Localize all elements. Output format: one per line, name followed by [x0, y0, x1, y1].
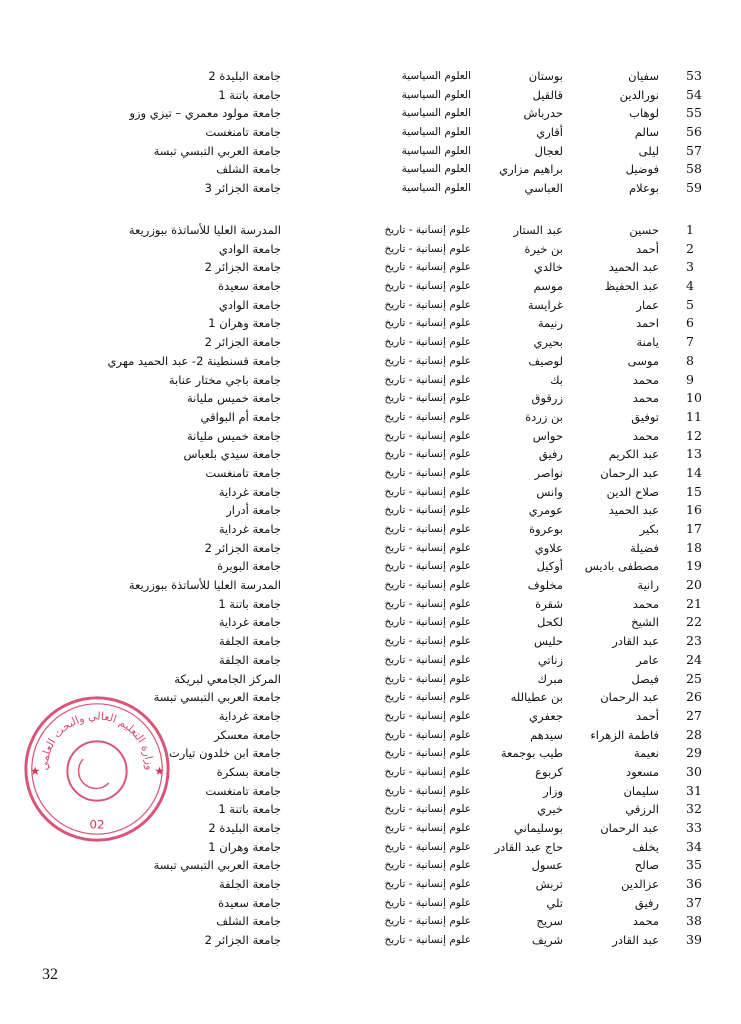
row-number: 57	[686, 142, 702, 158]
university-name: جامعة العربي التبسي تبسة	[153, 690, 281, 705]
university-name: جامعة الجزائر 3	[204, 181, 281, 196]
last-name: كربوع	[535, 764, 563, 779]
table-row	[0, 67, 741, 86]
last-name: غرايسة	[527, 297, 563, 312]
field-of-study: علوم إنسانية - تاريخ	[384, 878, 471, 891]
last-name: سيدهم	[530, 727, 563, 742]
table-row	[0, 557, 741, 576]
last-name: لعجال	[534, 143, 563, 158]
first-name: عبد القادر	[612, 933, 659, 948]
university-name: المدرسة العليا للأساتذة ببوزريعة	[128, 578, 281, 593]
first-name: موسى	[627, 353, 659, 368]
row-number: 15	[686, 483, 702, 499]
last-name: زناتي	[537, 652, 563, 667]
last-name: أقاري	[536, 125, 563, 140]
field-of-study: علوم إنسانية - تاريخ	[384, 859, 471, 872]
first-name: محمد	[632, 391, 659, 406]
row-number: 39	[686, 932, 702, 948]
university-name: جامعة بسكرة	[216, 764, 281, 779]
first-name: محمد	[632, 372, 659, 387]
table-row	[0, 875, 741, 894]
university-name: جامعة الجلفة	[218, 634, 281, 649]
table-row	[0, 539, 741, 558]
field-of-study: علوم إنسانية - تاريخ	[384, 336, 471, 349]
first-name: يخلف	[632, 839, 659, 854]
first-name: فوضيل	[625, 162, 659, 177]
table-row	[0, 651, 741, 670]
university-name: جامعة البويرة	[217, 559, 281, 574]
university-name: جامعة سيدي بلعباس	[183, 447, 281, 462]
table-row	[0, 501, 741, 520]
stamp-star-left: ★	[29, 763, 41, 778]
first-name: أحمد	[636, 241, 659, 256]
university-name: جامعة باجي مختار عنابة	[168, 372, 281, 387]
row-number: 34	[686, 838, 702, 854]
last-name: عسول	[531, 858, 563, 873]
university-name: جامعة الشلف	[216, 162, 281, 177]
last-name: بن زردة	[525, 409, 563, 424]
first-name: احمد	[636, 316, 659, 331]
row-number: 2	[686, 240, 694, 256]
field-of-study: علوم إنسانية - تاريخ	[384, 803, 471, 816]
university-name: جامعة غرداية	[218, 708, 281, 723]
row-number: 27	[686, 707, 702, 723]
last-name: حليس	[533, 634, 563, 649]
last-name: بوسليماني	[514, 821, 563, 835]
first-name: عمار	[636, 297, 659, 312]
university-name: جامعة وهران 1	[208, 316, 281, 331]
university-name: جامعة غرداية	[218, 484, 281, 499]
table-row	[0, 464, 741, 483]
row-number: 32	[686, 801, 702, 817]
first-name: فاطمة الزهراء	[590, 727, 659, 742]
table-row	[0, 179, 741, 198]
stamp-star-right: ★	[154, 763, 165, 778]
row-number: 28	[686, 726, 702, 742]
first-name: توفيق	[631, 409, 659, 424]
table-row	[0, 408, 741, 427]
table-row	[0, 104, 741, 123]
table-row	[0, 333, 741, 352]
first-name: فيصل	[631, 671, 659, 686]
university-name: جامعة غرداية	[218, 522, 281, 536]
table-row	[0, 520, 741, 539]
last-name: جعفري	[529, 708, 563, 723]
row-number: 56	[686, 124, 702, 140]
political-science-table	[0, 67, 741, 198]
university-name: جامعة سعيدة	[218, 279, 281, 294]
first-name: عبد الرحمان	[600, 821, 659, 835]
table-row	[0, 445, 741, 464]
first-name: سفيان	[628, 69, 659, 83]
first-name: بكير	[639, 522, 659, 536]
first-name: عبد الحميد	[608, 503, 659, 518]
university-name: جامعة وهران 1	[208, 839, 281, 854]
field-of-study: علوم إنسانية - تاريخ	[384, 934, 471, 947]
field-of-study: علوم إنسانية - تاريخ	[384, 224, 471, 236]
first-name: عبد الحميد	[608, 260, 659, 275]
first-name: عبد الكريم	[608, 447, 659, 462]
first-name: عبد الرحمان	[600, 690, 659, 705]
table-row	[0, 258, 741, 277]
field-of-study: علوم إنسانية - تاريخ	[384, 784, 471, 797]
row-number: 30	[686, 763, 702, 779]
last-name: بن عطيالله	[510, 690, 563, 705]
field-of-study: علوم إنسانية - تاريخ	[384, 896, 471, 909]
last-name: نواصر	[534, 465, 563, 480]
last-name: حواس	[532, 428, 563, 443]
table-row	[0, 371, 741, 390]
university-name: جامعة الجزائر 2	[204, 540, 281, 555]
table-row	[0, 595, 741, 614]
last-name: بوعروة	[529, 522, 563, 536]
field-of-study: علوم إنسانية - تاريخ	[384, 597, 471, 610]
field-of-study: علوم إنسانية - تاريخ	[384, 392, 471, 405]
table-row	[0, 277, 741, 296]
university-name: جامعة الجزائر 2	[204, 933, 281, 948]
university-name: جامعة مولود معمري – تيزي وزو	[129, 106, 281, 121]
table-row	[0, 389, 741, 408]
first-name: نعيمة	[633, 746, 659, 761]
first-name: محمد	[632, 428, 659, 443]
stamp-number: 02	[89, 817, 105, 832]
university-name: جامعة أدرار	[226, 503, 281, 518]
first-name: أحمد	[636, 708, 659, 723]
first-name: محمد	[632, 596, 659, 611]
last-name: رنيمة	[537, 316, 563, 331]
row-number: 5	[686, 296, 694, 312]
row-number: 26	[686, 689, 702, 705]
field-of-study: العلوم السياسية	[401, 88, 471, 101]
last-name: تلي	[546, 895, 563, 910]
field-of-study: علوم إنسانية - تاريخ	[384, 523, 471, 535]
first-name: الرزقي	[625, 802, 659, 817]
last-name: بن خيرة	[524, 241, 563, 256]
row-number: 4	[686, 278, 694, 294]
last-name: براهيم مزاري	[499, 162, 563, 177]
field-of-study: علوم إنسانية - تاريخ	[384, 504, 471, 517]
row-number: 31	[686, 782, 702, 798]
last-name: سريج	[536, 914, 563, 929]
row-number: 14	[686, 464, 702, 480]
first-name: محمد	[632, 914, 659, 929]
field-of-study: علوم إنسانية - تاريخ	[384, 915, 471, 928]
field-of-study: علوم إنسانية - تاريخ	[384, 373, 471, 386]
row-number: 7	[686, 334, 694, 350]
university-name: جامعة العربي التبسي تبسة	[153, 858, 281, 873]
row-number: 8	[686, 352, 694, 368]
row-number: 23	[686, 633, 702, 649]
row-number: 17	[686, 521, 702, 536]
university-name: جامعة الوادي	[218, 241, 281, 256]
university-name: جامعة الجزائر 2	[204, 260, 281, 275]
field-of-study: علوم إنسانية - تاريخ	[384, 242, 471, 255]
last-name: بك	[550, 372, 563, 387]
first-name: مسعود	[625, 764, 659, 779]
university-name: جامعة تامنغست	[205, 783, 281, 798]
row-number: 10	[686, 390, 702, 406]
table-row	[0, 427, 741, 446]
first-name: بوعلام	[629, 181, 659, 196]
row-number: 22	[686, 614, 702, 630]
university-name: المدرسة العليا للأساتذة ببوزريعة	[128, 223, 281, 237]
table-row	[0, 931, 741, 950]
row-number: 12	[686, 427, 702, 443]
table-row	[0, 221, 741, 240]
field-of-study: العلوم السياسية	[401, 182, 471, 195]
last-name: أوكيل	[536, 559, 563, 574]
field-of-study: علوم إنسانية - تاريخ	[384, 579, 471, 592]
row-number: 3	[686, 259, 694, 275]
university-name: جامعة خميس مليانة	[187, 391, 281, 406]
row-number: 1	[686, 222, 694, 237]
last-name: موسم	[533, 279, 563, 294]
last-name: شريف	[531, 933, 563, 948]
table-row	[0, 352, 741, 371]
first-name: الشيخ	[631, 615, 659, 630]
field-of-study: علوم إنسانية - تاريخ	[384, 691, 471, 704]
university-name: جامعة الجلفة	[218, 652, 281, 667]
university-name: جامعة سعيدة	[218, 895, 281, 910]
row-number: 33	[686, 820, 702, 835]
table-row	[0, 123, 741, 142]
university-name: جامعة تامنغست	[205, 465, 281, 480]
field-of-study: علوم إنسانية - تاريخ	[384, 672, 471, 685]
field-of-study: علوم إنسانية - تاريخ	[384, 280, 471, 293]
last-name: حاج عبد القادر	[494, 839, 563, 854]
university-name: جامعة باتنة 1	[218, 87, 281, 102]
university-name: جامعة أم البواقي	[200, 409, 281, 424]
table-row	[0, 894, 741, 913]
last-name: طيب بوجمعة	[500, 746, 563, 761]
row-number: 54	[686, 86, 702, 102]
field-of-study: علوم إنسانية - تاريخ	[384, 429, 471, 442]
last-name: وانس	[536, 484, 563, 499]
university-name: جامعة معسكر	[214, 727, 281, 742]
table-row	[0, 142, 741, 161]
page-number: 32	[42, 966, 58, 983]
university-name: جامعة خميس مليانة	[187, 428, 281, 443]
field-of-study: علوم إنسانية - تاريخ	[384, 466, 471, 479]
university-name: جامعة البليدة 2	[208, 821, 281, 835]
field-of-study: علوم إنسانية - تاريخ	[384, 261, 471, 274]
table-row	[0, 632, 741, 651]
first-name: عامر	[636, 652, 659, 667]
row-number: 24	[686, 651, 702, 667]
first-name: صالح	[634, 858, 659, 873]
row-number: 9	[686, 371, 694, 387]
table-row	[0, 86, 741, 105]
table-row	[0, 240, 741, 259]
row-number: 20	[686, 577, 702, 593]
last-name: رفيق	[538, 447, 563, 462]
last-name: بحيري	[533, 335, 563, 350]
field-of-study: العلوم السياسية	[401, 107, 471, 120]
first-name: عبد الحفيظ	[604, 279, 659, 294]
table-row	[0, 296, 741, 315]
row-number: 37	[686, 894, 702, 910]
last-name: شقرة	[535, 596, 563, 611]
field-of-study: العلوم السياسية	[401, 70, 471, 82]
official-stamp	[18, 690, 176, 848]
first-name: ليلى	[638, 143, 659, 158]
table-row	[0, 856, 741, 875]
last-name: عومري	[528, 503, 563, 518]
last-name: مخلوف	[527, 578, 563, 593]
last-name: لكحل	[537, 615, 563, 630]
field-of-study: علوم إنسانية - تاريخ	[384, 541, 471, 554]
field-of-study: العلوم السياسية	[401, 163, 471, 176]
field-of-study: علوم إنسانية - تاريخ	[384, 485, 471, 498]
last-name: العباسي	[524, 181, 563, 196]
row-number: 11	[686, 408, 702, 424]
university-name: جامعة غرداية	[218, 615, 281, 630]
first-name: سالم	[634, 125, 659, 140]
table-row	[0, 314, 741, 333]
first-name: عبد الرحمان	[600, 465, 659, 480]
last-name: عبد الستار	[513, 223, 563, 237]
university-name: جامعة البليدة 2	[208, 69, 281, 83]
university-name: المركز الجامعي لبريكة	[174, 671, 281, 686]
last-name: خالدي	[533, 260, 563, 275]
row-number: 59	[686, 180, 702, 196]
first-name: عبد القادر	[612, 634, 659, 649]
field-of-study: علوم إنسانية - تاريخ	[384, 728, 471, 741]
last-name: وزار	[543, 783, 563, 798]
field-of-study: علوم إنسانية - تاريخ	[384, 448, 471, 461]
first-name: نورالدين	[619, 87, 659, 102]
row-number: 55	[686, 105, 702, 121]
last-name: تربش	[535, 877, 563, 892]
university-name: جامعة ابن خلدون تيارت	[168, 746, 281, 761]
last-name: خيري	[537, 802, 563, 817]
university-name: جامعة الجلفة	[218, 877, 281, 892]
field-of-study: علوم إنسانية - تاريخ	[384, 560, 471, 573]
first-name: رانية	[637, 578, 659, 593]
row-number: 58	[686, 161, 702, 177]
table-row	[0, 483, 741, 502]
field-of-study: علوم إنسانية - تاريخ	[384, 747, 471, 760]
last-name: قالقيل	[532, 87, 563, 102]
row-number: 29	[686, 745, 702, 761]
first-name: صلاح الدين	[606, 484, 659, 499]
university-name: جامعة العربي التبسي تبسة	[153, 143, 281, 158]
table-row	[0, 912, 741, 931]
table-row	[0, 160, 741, 179]
last-name: مبرك	[537, 671, 563, 686]
field-of-study: علوم إنسانية - تاريخ	[384, 822, 471, 834]
field-of-study: العلوم السياسية	[401, 126, 471, 139]
field-of-study: علوم إنسانية - تاريخ	[384, 616, 471, 629]
field-of-study: علوم إنسانية - تاريخ	[384, 635, 471, 648]
field-of-study: علوم إنسانية - تاريخ	[384, 765, 471, 778]
field-of-study: علوم إنسانية - تاريخ	[384, 709, 471, 722]
university-name: جامعة تامنغست	[205, 125, 281, 140]
row-number: 21	[686, 595, 702, 611]
row-number: 36	[686, 876, 702, 892]
first-name: رفيق	[634, 895, 659, 910]
first-name: فضيلة	[630, 540, 659, 555]
last-name: لوصيف	[528, 353, 563, 368]
row-number: 53	[686, 68, 702, 83]
row-number: 13	[686, 446, 702, 462]
stamp-arc-text: وزارة التعليم العالي والبحث العلمي	[37, 709, 157, 771]
field-of-study: علوم إنسانية - تاريخ	[384, 840, 471, 853]
table-row	[0, 670, 741, 689]
table-row	[0, 613, 741, 632]
last-name: بوستان	[528, 69, 563, 83]
row-number: 19	[686, 558, 702, 574]
row-number: 16	[686, 502, 702, 518]
row-number: 25	[686, 670, 702, 686]
university-name: جامعة الشلف	[216, 914, 281, 929]
row-number: 35	[686, 857, 702, 873]
last-name: زرقوق	[531, 391, 563, 406]
field-of-study: علوم إنسانية - تاريخ	[384, 298, 471, 311]
field-of-study: علوم إنسانية - تاريخ	[384, 410, 471, 423]
table-row	[0, 576, 741, 595]
field-of-study: العلوم السياسية	[401, 144, 471, 157]
field-of-study: علوم إنسانية - تاريخ	[384, 653, 471, 666]
last-name: حدرباش	[523, 106, 563, 121]
last-name: علاوي	[534, 540, 563, 555]
first-name: سليمان	[623, 783, 659, 798]
field-of-study: علوم إنسانية - تاريخ	[384, 317, 471, 330]
university-name: جامعة باتنة 1	[218, 596, 281, 611]
first-name: عزالدين	[621, 877, 659, 892]
row-number: 18	[686, 539, 702, 555]
university-name: جامعة قسنطينة 2- عبد الحميد مهري	[107, 353, 281, 368]
field-of-study: علوم إنسانية - تاريخ	[384, 354, 471, 367]
first-name: مصطفى باديس	[584, 559, 659, 574]
first-name: يامنة	[636, 335, 659, 350]
university-name: جامعة باتنة 1	[218, 802, 281, 817]
row-number: 6	[686, 315, 694, 331]
university-name: جامعة الجزائر 2	[204, 335, 281, 350]
first-name: حسين	[629, 223, 659, 237]
first-name: لوهاب	[629, 106, 659, 121]
university-name: جامعة الوادي	[218, 297, 281, 312]
row-number: 38	[686, 913, 702, 929]
